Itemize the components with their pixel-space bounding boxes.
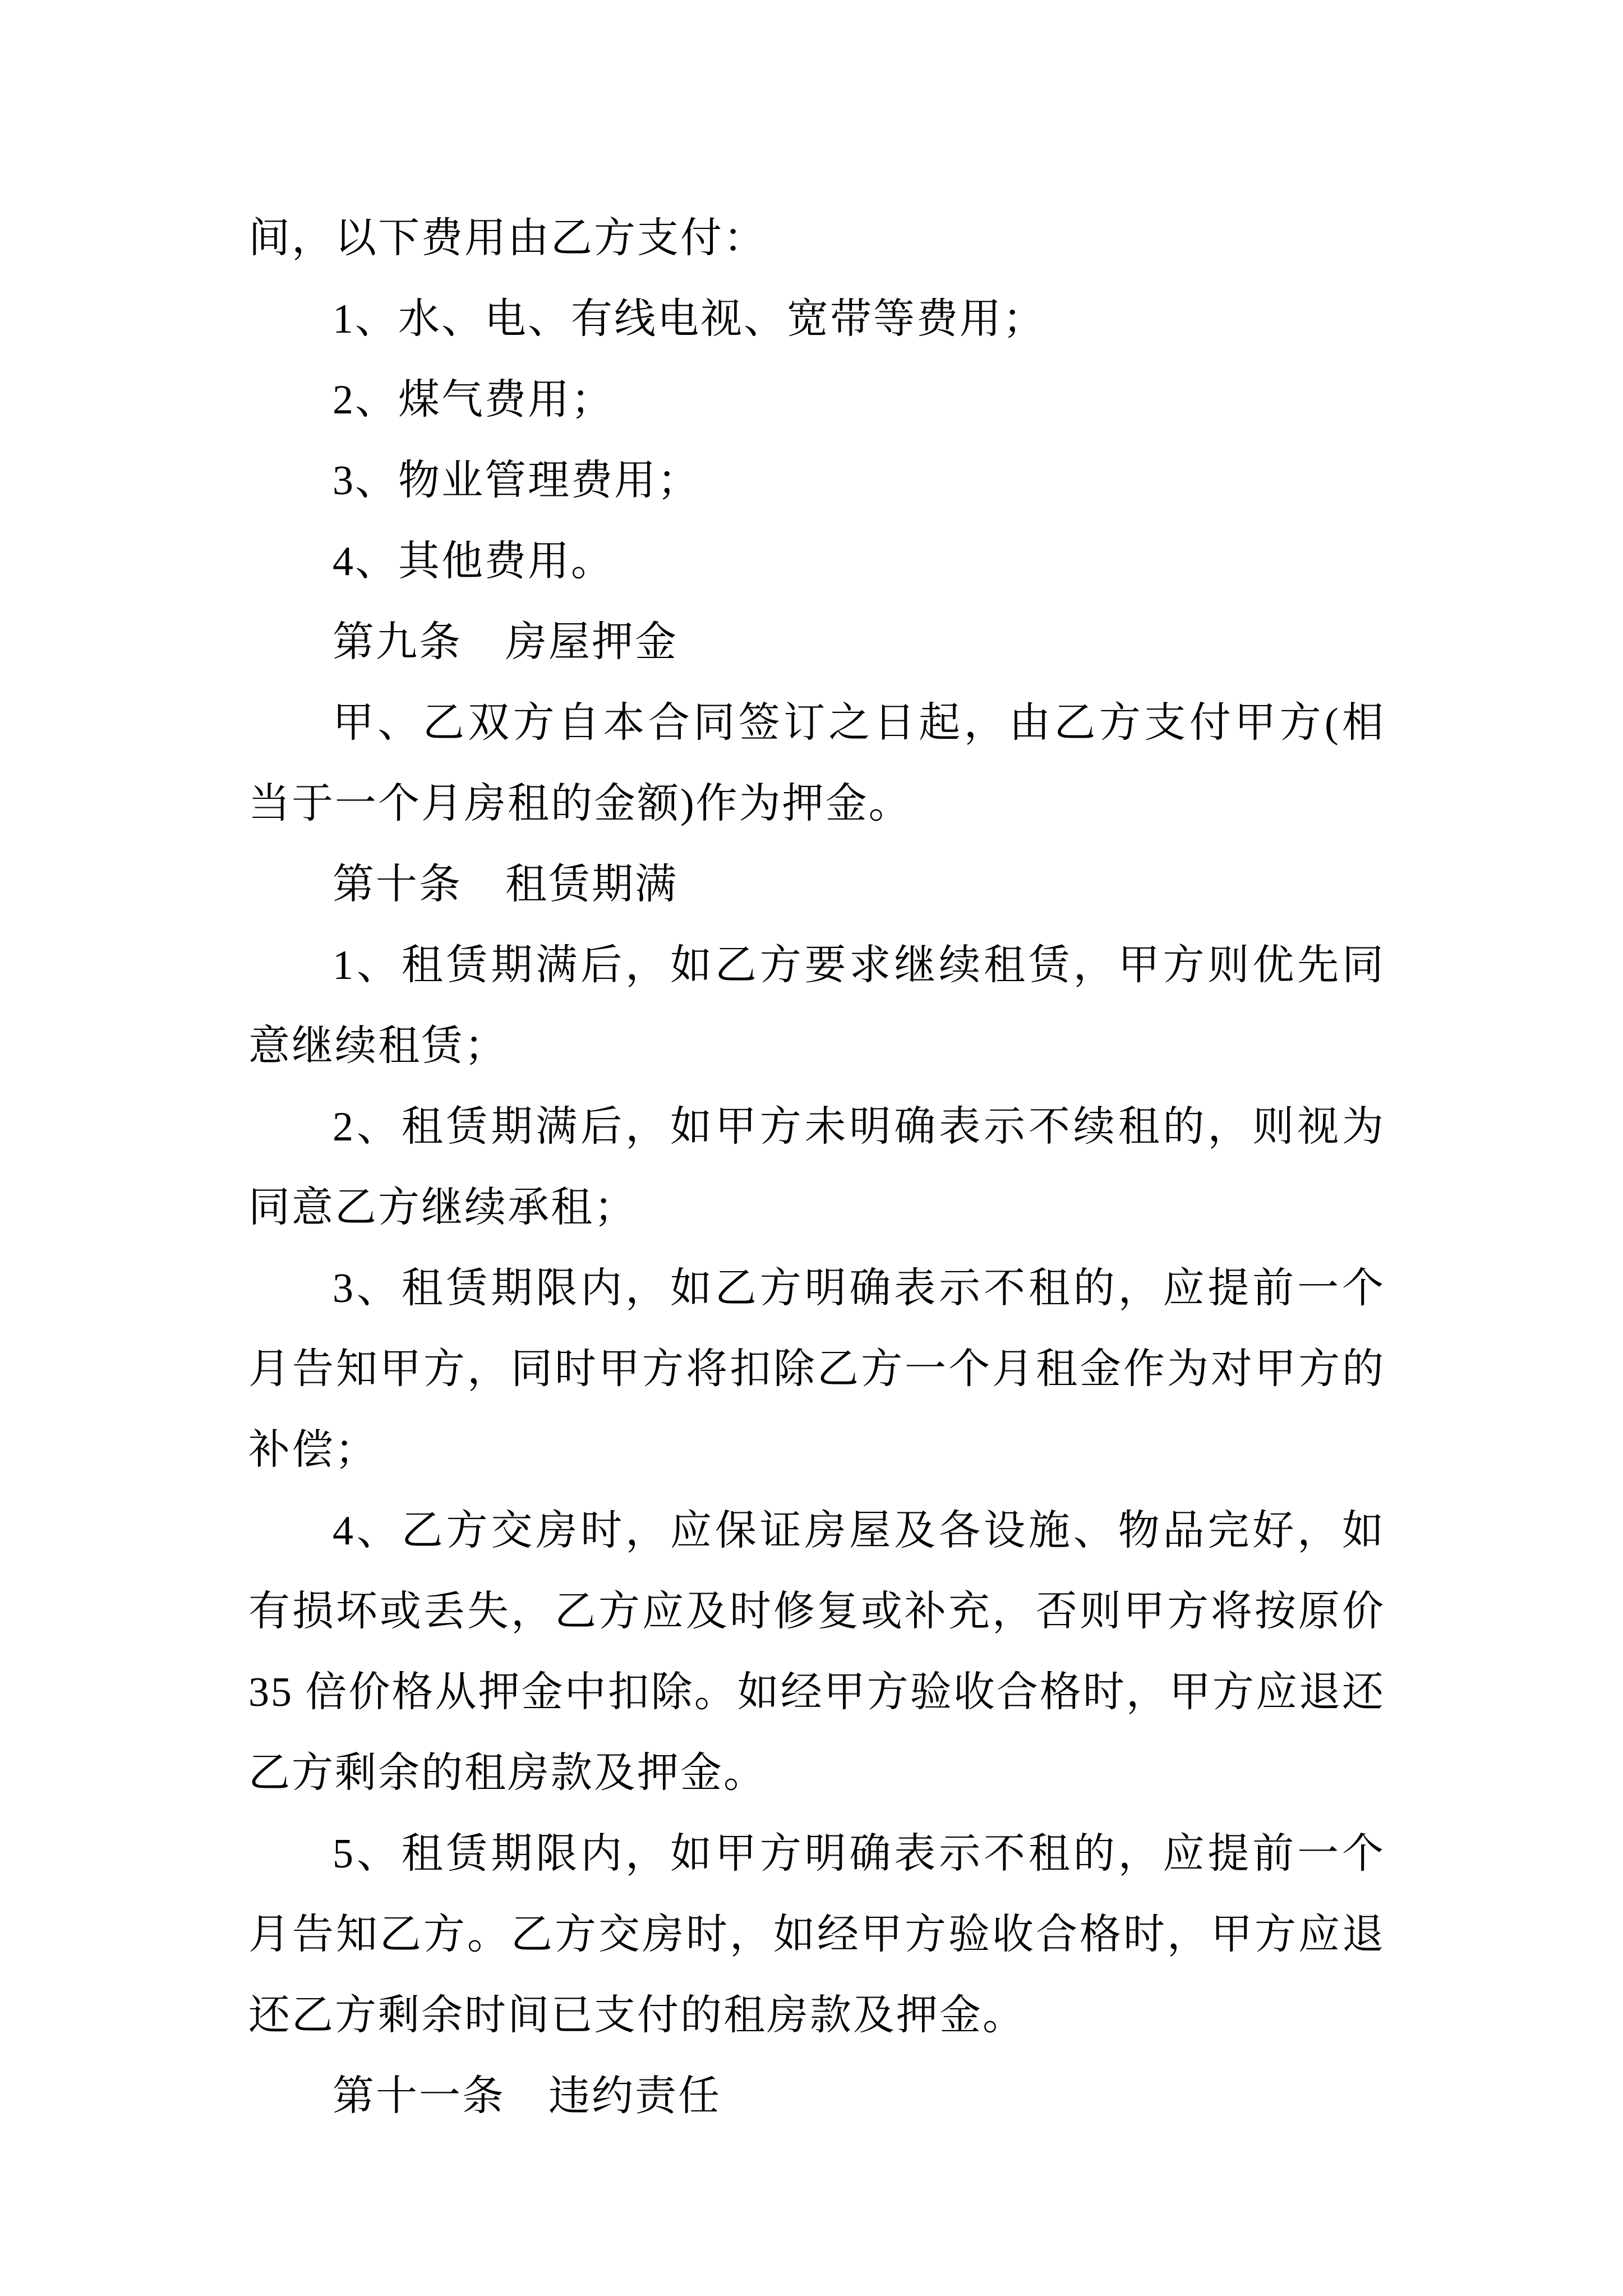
text-line: 2、租赁期满后，如甲方未明确表示不续租的，则视为 [333,1104,1385,1150]
text-line: 意继续租赁； [248,1023,508,1069]
text-line: 4、其他费用。 [333,539,614,585]
text-line: 第十条 租赁期满 [333,862,678,908]
text-line: 第十一条 违约责任 [333,2073,721,2119]
text-line: 月告知甲方，同时甲方将扣除乙方一个月租金作为对甲方的 [248,1346,1385,1392]
text-line: 3、租赁期限内，如乙方明确表示不租的，应提前一个 [333,1266,1385,1312]
text-line: 补偿； [248,1427,378,1473]
text-line: 3、物业管理费用； [333,458,700,504]
text-line: 同意乙方继续承租； [248,1185,637,1231]
text-line: 第九条 房屋押金 [333,619,678,665]
text-line: 有损坏或丢失，乙方应及时修复或补充，否则甲方将按原价 [248,1589,1385,1635]
text-line: 甲、乙双方自本合同签订之日起，由乙方支付甲方(相 [333,700,1385,746]
text-line: 1、租赁期满后，如乙方要求继续租赁，甲方则优先同 [333,942,1385,988]
text-line: 2、煤气费用； [333,377,614,423]
text-line: 乙方剩余的租房款及押金。 [248,1750,767,1796]
text-line: 35 倍价格从押金中扣除。如经甲方验收合格时，甲方应退还 [248,1669,1385,1715]
text-line: 还乙方剩余时间已支付的租房款及押金。 [248,1993,1026,2039]
text-line: 间，以下费用由乙方支付： [248,215,767,261]
text-line: 当于一个月房租的金额)作为押金。 [248,781,912,827]
text-line: 月告知乙方。乙方交房时，如经甲方验收合格时，甲方应退 [248,1912,1385,1958]
document-body [248,198,1385,2137]
text-line: 4、乙方交房时，应保证房屋及各设施、物品完好，如 [333,1508,1385,1554]
text-line: 5、租赁期限内，如甲方明确表示不租的，应提前一个 [333,1831,1385,1877]
text-line: 1、水、电、有线电视、宽带等费用； [333,296,1046,342]
